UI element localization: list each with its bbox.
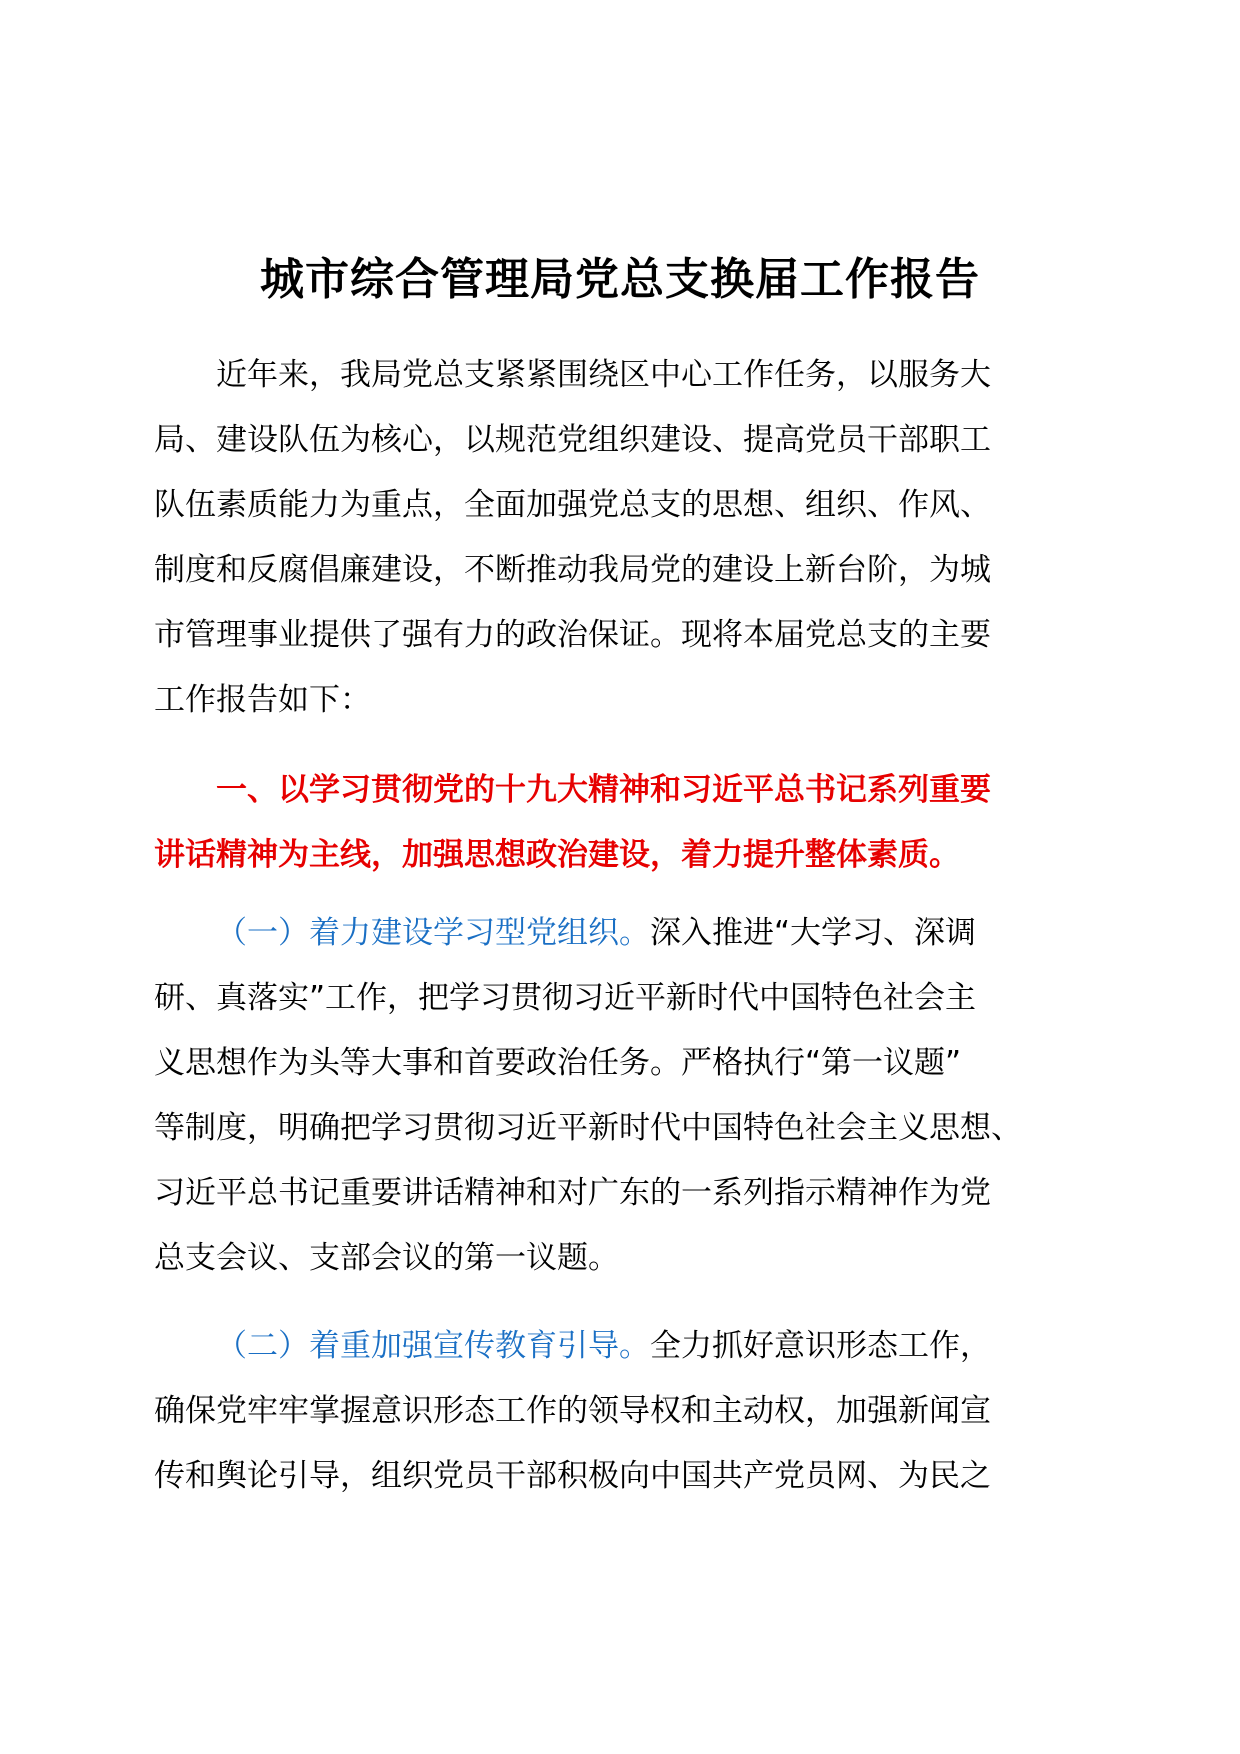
subsection-2-paragraph (154, 1314, 1090, 1509)
subsection-line: 研、真落实”工作，把学习贯彻习近平新时代中国特色社会主 (154, 980, 977, 1016)
subsection-2-heading: （二）着重加强宣传教育引导。 (216, 1328, 650, 1364)
intro-line: 近年来，我局党总支紧紧围绕区中心工作任务，以服务大 (216, 357, 991, 393)
section-heading-1 (154, 758, 1090, 888)
subsection-first-line (154, 1314, 1090, 1379)
section-heading-line: 讲话精神为主线，加强思想政治建设，着力提升整体素质。 (154, 837, 960, 873)
intro-line: 局、建设队伍为核心，以规范党组织建设、提高党员干部职工 (154, 422, 991, 458)
subsection-line: 传和舆论引导，组织党员干部积极向中国共产党员网、为民之 (154, 1458, 991, 1494)
subsection-1-paragraph (154, 901, 1090, 1291)
subsection-line: 习近平总书记重要讲话精神和对广东的一系列指示精神作为党 (154, 1175, 991, 1211)
subsection-1-heading: （一）着力建设学习型党组织。 (216, 915, 650, 951)
section-heading-line: 一、以学习贯彻党的十九大精神和习近平总书记系列重要 (216, 772, 991, 808)
subsection-line: 总支会议、支部会议的第一议题。 (154, 1240, 619, 1276)
subsection-1-text: 深入推进“大学习、深调 (650, 915, 977, 951)
document-title: 城市综合管理局党总支换届工作报告 (260, 254, 980, 305)
intro-line: 制度和反腐倡廉建设，不断推动我局党的建设上新台阶，为城 (154, 552, 991, 588)
intro-line: 工作报告如下： (154, 682, 371, 718)
intro-line: 队伍素质能力为重点，全面加强党总支的思想、组织、作风、 (154, 487, 991, 523)
subsection-line: 义思想作为头等大事和首要政治任务。严格执行“第一议题” (154, 1045, 962, 1081)
subsection-line: 确保党牢牢掌握意识形态工作的领导权和主动权，加强新闻宣 (154, 1393, 991, 1429)
subsection-2-text: 全力抓好意识形态工作， (650, 1328, 991, 1364)
intro-line: 市管理事业提供了强有力的政治保证。现将本届党总支的主要 (154, 617, 991, 653)
subsection-first-line (154, 901, 1090, 966)
intro-paragraph (154, 343, 1090, 733)
subsection-line: 等制度，明确把学习贯彻习近平新时代中国特色社会主义思想、 (154, 1110, 1022, 1146)
